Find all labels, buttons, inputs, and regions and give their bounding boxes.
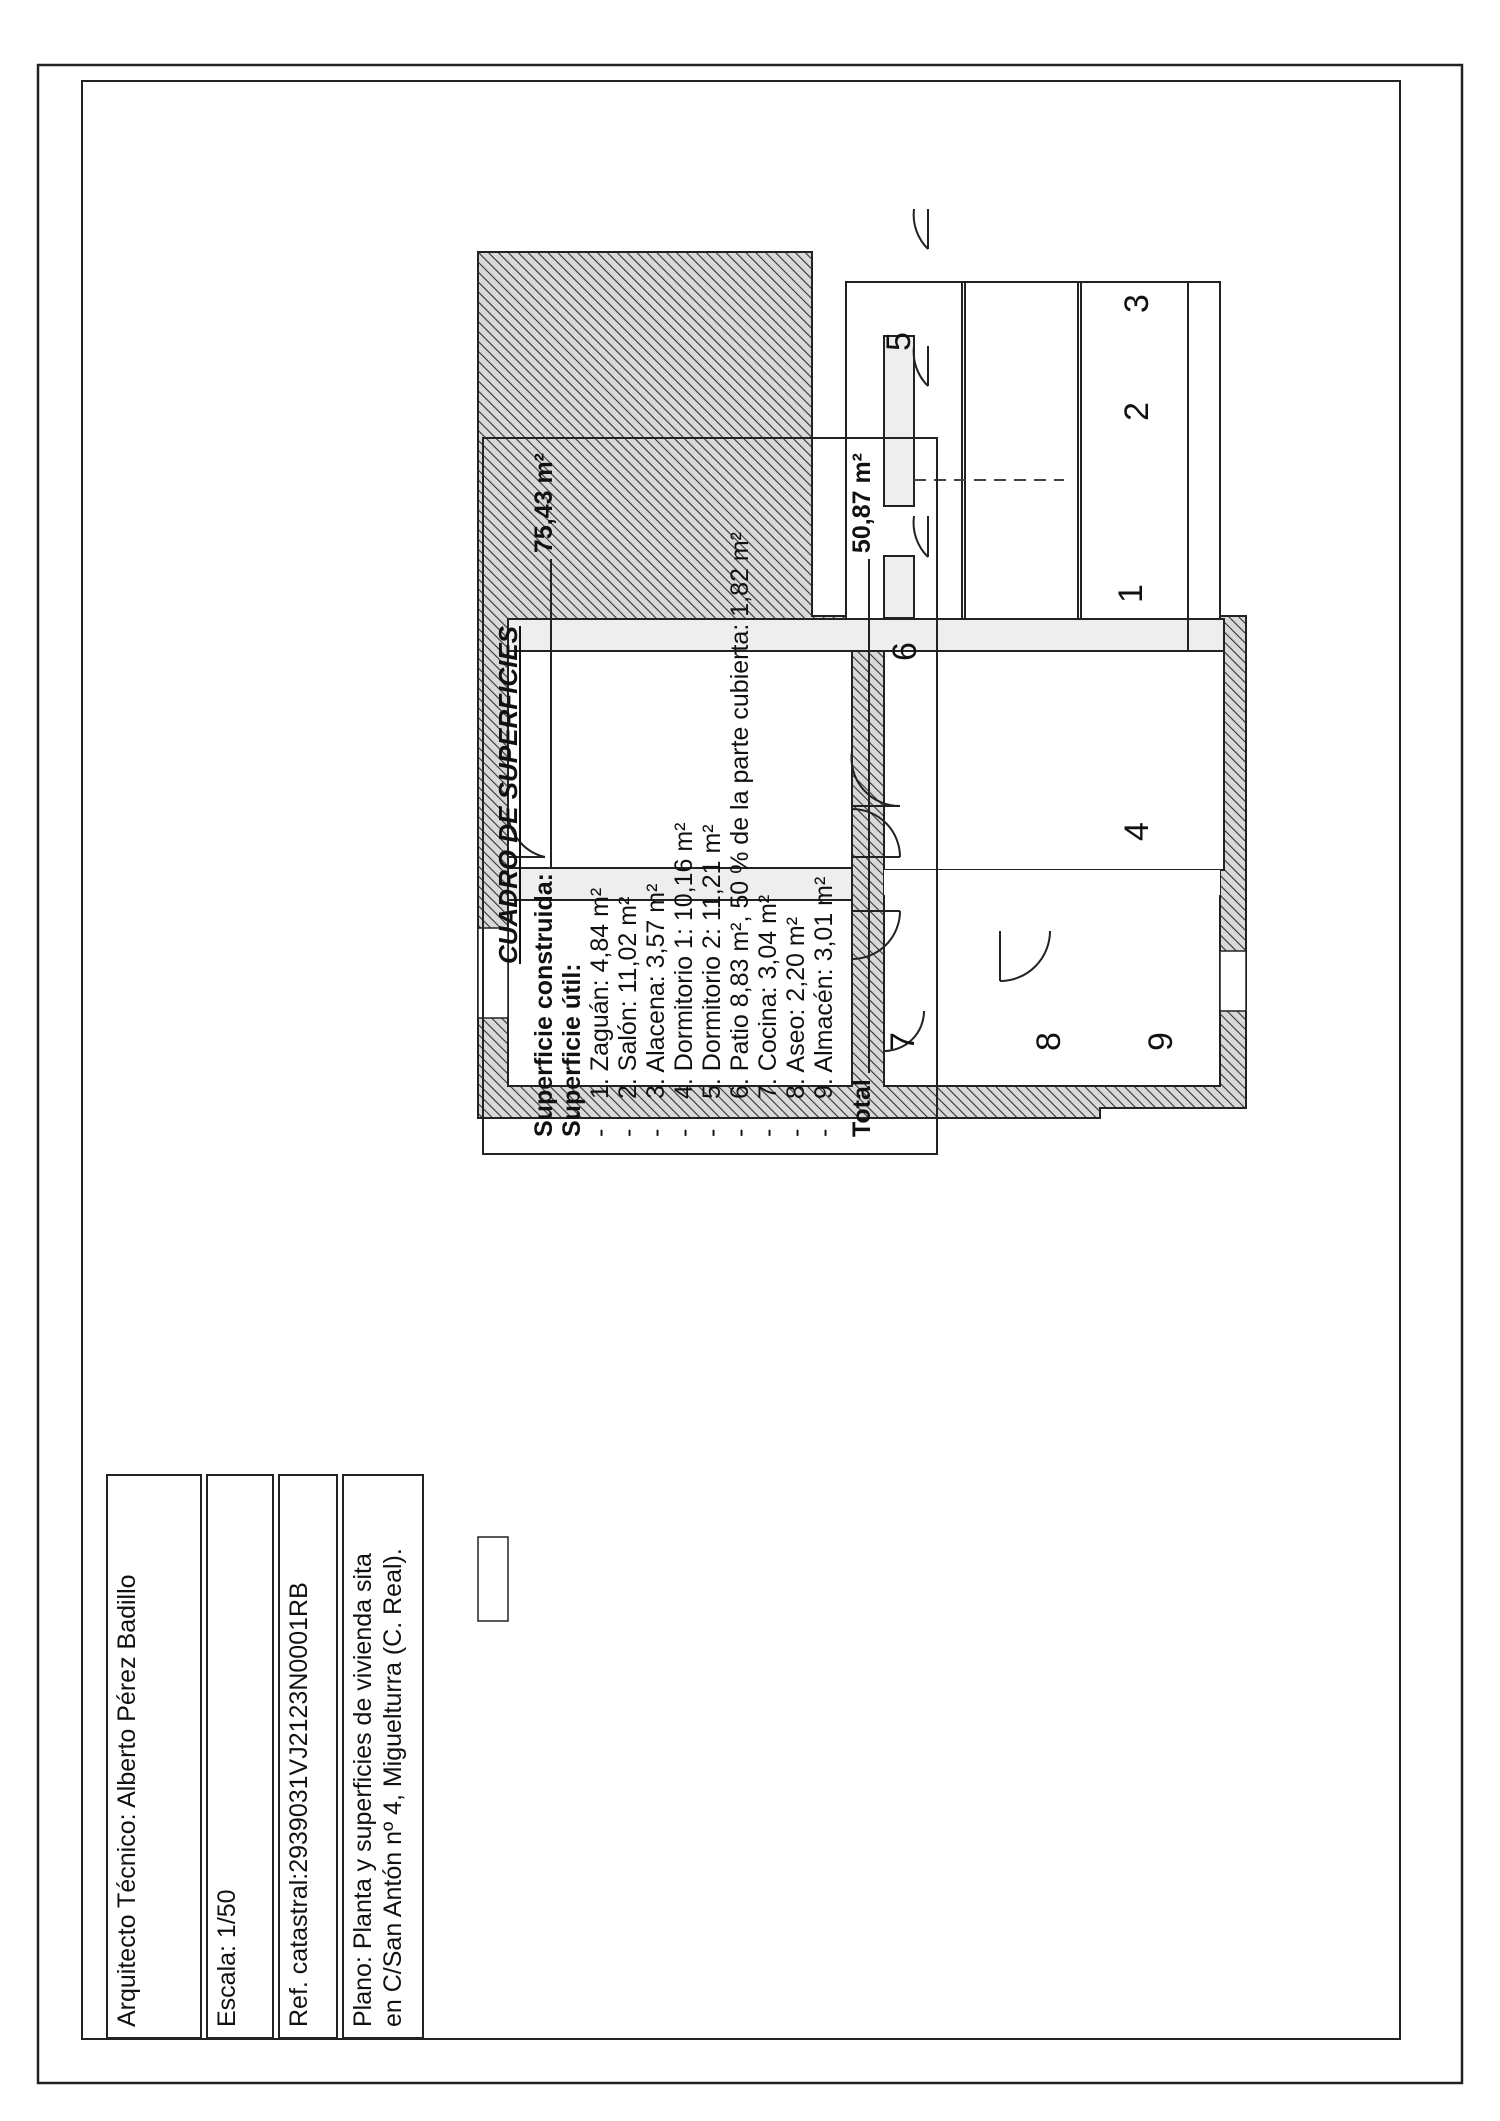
surface-table-title: CUADRO DE SUPERFICIES — [493, 625, 523, 965]
title-block — [106, 1474, 424, 2039]
total-value: 50,87 m² — [848, 453, 876, 554]
room-label-6: 6 — [886, 642, 924, 661]
plano-line-2: en C/San Antón nº 4, Miguelturra (C. Real). — [379, 1548, 407, 2027]
window-patio — [1220, 951, 1246, 1011]
surface-table — [482, 437, 938, 1155]
built-surface-label: Superficie construida: — [530, 873, 558, 1137]
architect-name: Arquitecto Técnico: Alberto Pérez Badillo — [113, 1574, 141, 2027]
room-label-3: 3 — [1118, 294, 1156, 313]
room-label-7: 7 — [884, 1032, 922, 1051]
list-item: - 7. Cocina: 3,04 m² — [754, 894, 782, 1137]
catastral-ref: Ref. catastral:2939031VJ2123N0001RB — [285, 1582, 313, 2027]
list-item: - 4. Dormitorio 1: 10,16 m² — [670, 822, 698, 1137]
list-item: - 9. Almacén: 3,01 m² — [810, 876, 838, 1137]
scale-text: Escala: 1/50 — [213, 1889, 241, 2027]
total-label: Total — [848, 1079, 876, 1137]
room-label-4: 4 — [1118, 822, 1156, 841]
arquitecto-cell — [106, 1474, 202, 2039]
room-label-1: 1 — [1112, 584, 1150, 603]
room-label-8: 8 — [1030, 1032, 1068, 1051]
list-item: - 6. Patio 8,83 m², 50 % de la parte cubierta: 1,82 m² — [726, 532, 754, 1137]
room-label-5: 5 — [880, 332, 918, 351]
plano-line-1: Plano: Planta y superficies de vivienda sita — [349, 1553, 377, 2027]
useful-surface-list — [586, 453, 838, 1137]
ref-cell — [278, 1474, 338, 2039]
list-item: - 5. Dormitorio 2: 11,21 m² — [698, 824, 726, 1137]
room-label-9: 9 — [1142, 1032, 1180, 1051]
plano-cell — [342, 1474, 424, 2039]
total-leader — [868, 559, 870, 1073]
list-item: - 1. Zaguán: 4,84 m² — [586, 887, 614, 1137]
escala-cell — [206, 1474, 274, 2039]
list-item: - 3. Alacena: 3,57 m² — [642, 883, 670, 1137]
list-item: - 2. Salón: 11,02 m² — [614, 896, 642, 1137]
built-surface-value: 75,43 m² — [530, 453, 558, 554]
list-item: - 8. Aseo: 2,20 m² — [782, 916, 810, 1137]
useful-surface-label: Superficie útil: — [558, 963, 586, 1137]
room-label-2: 2 — [1118, 402, 1156, 421]
built-surface-leader — [550, 559, 552, 867]
built-surface-row — [530, 453, 558, 1137]
total-row — [848, 453, 876, 1137]
